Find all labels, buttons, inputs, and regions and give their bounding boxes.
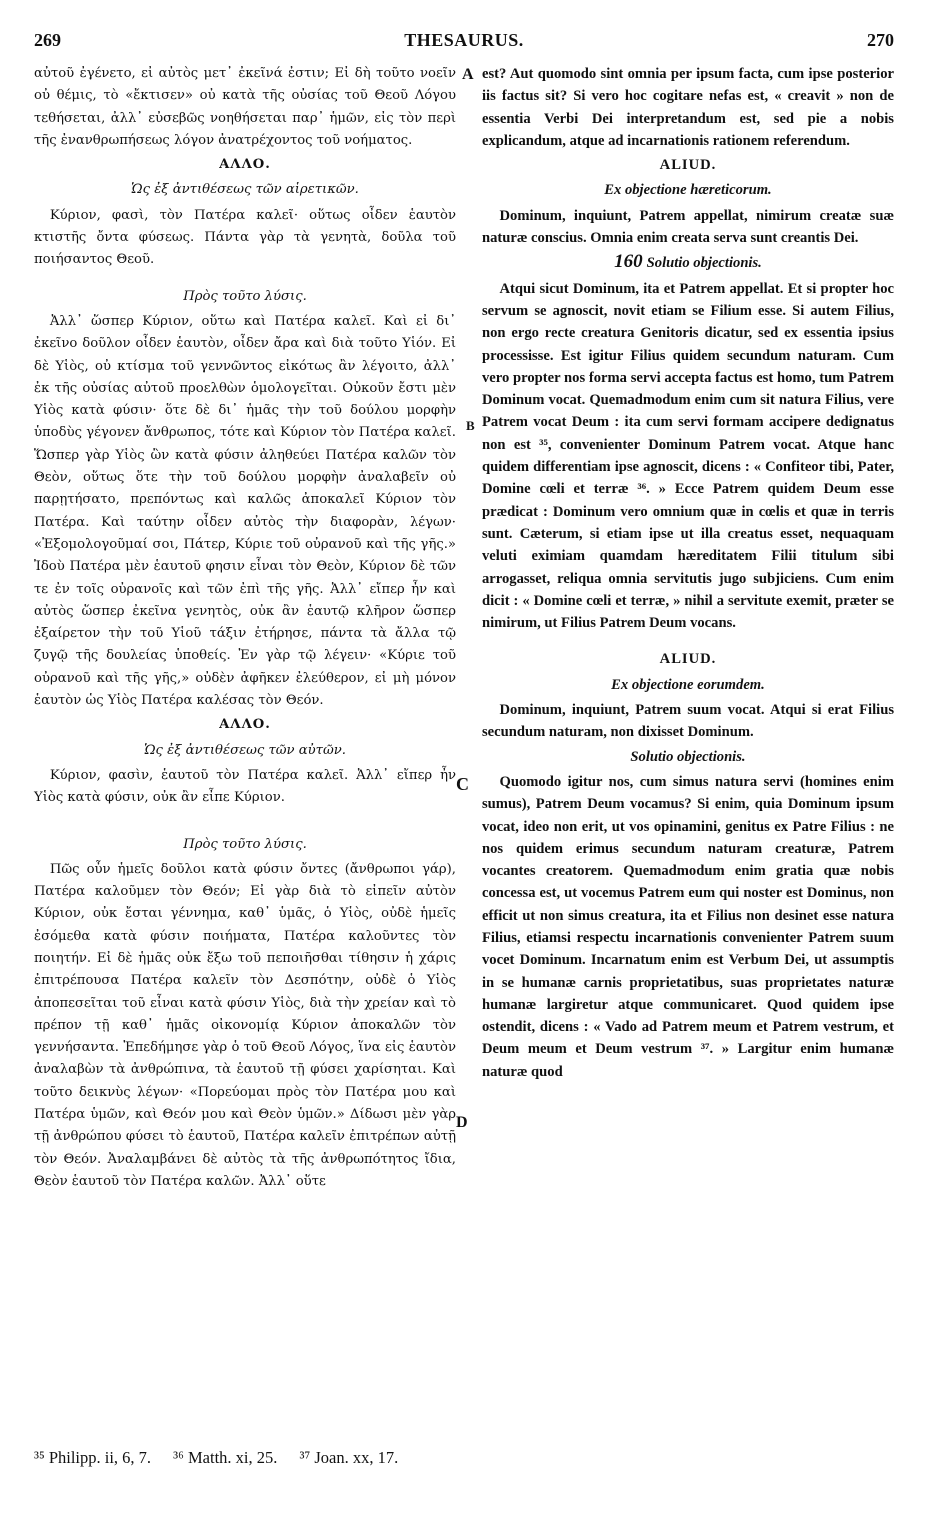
greek-paragraph: αὐτοῦ ἐγένετο, εἰ αὐτὸς μετ᾽ ἐκεῖνά ἐστιν; Εἰ δὴ τοῦτο νοεῖν οὐ θέμις, τὸ «ἔκτισεν» οὐ κατὰ τῆς οὐσίας τοῦ Θεοῦ Λόγου τεθήσεται, ἀλλ᾽ εὐσεβῶς νοηθήσεται παρ᾽ ἡμῶν, εἰς τὸν περὶ τῆς ἐνανθρωπήσεως λόγον ἀνατρέχοντος τοῦ νοήματος. [34, 66, 456, 148]
greek-column [34, 63, 456, 1193]
page-header [34, 30, 894, 56]
margin-marker-b: B [466, 418, 475, 433]
footnote-37: ³⁷ Joan. xx, 17. [299, 1448, 399, 1467]
section-subheading: Πρὸς τοῦτο λύσις. [183, 836, 307, 852]
greek-paragraph: Ἀλλ᾽ ὥσπερ Κύριον, οὕτω καὶ Πατέρα καλεῖ. Καὶ εἰ δι᾽ ἐκεῖνο δοῦλον οἶδεν ἑαυτὸν, οἶδεν ἄρα καὶ διὰ τοῦτο Υἱόν. Εἰ δὲ Υἱὸς, οὐ κτίσμα τοῦ γεννῶντος εἰκότως ἂν λέγοιτο, ἀλλ᾽ ἐκ τῆς οὐσίας αὐτοῦ προελθὼν ὁμολογεῖται. Οὐκοῦν ἔστι μὲν Υἱὸς κατὰ φύσιν· ὅτε δὲ δι᾽ ἡμᾶς τὴν τοῦ δούλου μορφὴν ὑποδὺς γέγονεν ἄνθρωπος, τότε καὶ Κύριον τὸν Πατέρα καλεῖ. Ὥσπερ γὰρ Υἱὸς ὢν κατὰ φύσιν ἀληθεύει Πατέρα καλῶν τὸν Θεὸν, οὕτως ὅτε τὴν τοῦ δούλου μορφὴν ἀναλαβεῖν οὐ παρῃτήσατο, πρεπόντως καὶ καλῶς ἀποκαλεῖ Κύριον τὸν Πατέρα. Καὶ ταύτην οἶδεν αὐτὸς τὴν διαφορὰν, λέγων· «Ἐξομολογοῦμαί σοι, Πάτερ, Κύριε τοῦ οὐρανοῦ καὶ τῆς γῆς.» Ἰδοὺ Πατέρα μὲν ἑαυτοῦ φησιν εἶναι τὸν Θεὸν, Κύριον δὲ τῶν τε ἐν τοῖς οὐρανοῖς καὶ τῶν ἐπὶ τῆς γῆς. Ἀλλ᾽ εἴπερ ἦν καὶ αὐτὸς ὥσπερ ἐκεῖνα γενητὸς, οὐκ ἂν ἑαυτῷ κλῆρον ὥσπερ ἐξαίρετον τὴν τοῦ Υἱοῦ τάξιν ἐτήρησε, πάντα τὰ ἄλλα τῷ ζυγῷ τῆς δουλείας ὑποθείς. Ἐν γὰρ τῷ λέγειν· «Κύριε τοῦ οὐρανοῦ καὶ τῆς γῆς,» οὐδὲν ἀφῆκεν ἐλεύθερον, εἰ μὴ μόνον ἑαυτὸν ὡς Υἱὸς Πατέρα καλέσας τὸν Θεόν. [34, 313, 456, 709]
footnotes [34, 1448, 734, 1468]
subheading-text: Solutio objectionis. [646, 255, 762, 272]
footnote-36: ³⁶ Matth. xi, 25. [173, 1448, 278, 1467]
latin-paragraph: Atqui sicut Dominum, ita et Patrem appellat. Et si propter hoc servum se agnoscit, novit etiam se Filium esse. Si autem Filius, non ergo recte creatura Genitoris dicatur, sed ex essentia ipsius processisse. Est igitur Filius quidem secundum naturam. Cum vero propter nos forma servi accepta factus est homo, tum Patrem Dominum vocat. Quemadmodum enim cum sit natura Filius, vere Patrem vocat Deum : ita cum servi formam accipere dedignatus non est ³⁵, convenienter Dominum Patrem vocat. Atque hanc quidem differentiam ipse agnoscit, dicens : « Confiteor tibi, Pater, Domine cœli et terræ ³⁶. » Ecce Patrem quidem Deum esse prædicat : Dominum vero omnium quæ in cœlis et quæ in terris sunt. Cæterum, si etiam ipse ut illa creatus esset, nequaquam veluti eximiam quamdam hæreditatem Filii titulum sibi arrogasset, reliqua omnia servitutis jugo subjiciens. Cum enim dicit : « Domine cœli et terræ, » nihil a servitute exemit, præter se nimirum, ut Filius Patrem Deum vocans. [482, 280, 894, 632]
greek-paragraph: Κύριον, φασὶν, ἑαυτοῦ τὸν Πατέρα καλεῖ. Ἀλλ᾽ εἴπερ ἦν Υἱὸς κατὰ φύσιν, οὐκ ἂν εἶπε Κύριον. [34, 767, 456, 806]
latin-paragraph: Dominum, inquiunt, Patrem suum vocat. Atqui si erat Filius secundum naturam, non dixisset Dominum. [482, 702, 894, 741]
footnote-35: ³⁵ Philipp. ii, 6, 7. [34, 1448, 152, 1467]
greek-paragraph: Πῶς οὖν ἡμεῖς δοῦλοι κατὰ φύσιν ὄντες (ἄνθρωποι γάρ), Πατέρα καλοῦμεν τὸν Θεόν; Εἰ γὰρ διὰ τὸ εἰπεῖν αὐτὸν Κύριον, οὐκ ἔσται γέννημα, καθ᾽ ὑμᾶς, ὁ Υἱὸς, οὐδὲ ἡμεῖς ἐσόμεθα κατὰ φύσιν ποιήματα, Πατέρα καλοῦντες τὸν ποιητήν. Εἰ δὲ ἡμᾶς οὐκ ἔξω τοῦ πεποιῆσθαι τίθησιν ἡ χάρις ἐπιτρέπουσα Πατέρα καλεῖν τὸν Δεσπότην, οὐδὲ ὁ Υἱὸς ἀποπεσεῖται τοῦ εἶναι κατὰ φύσιν Υἱὸς, διὰ τὴν χρείαν καὶ τὸ πρέπον τῇ καθ᾽ ἡμᾶς οἰκονομίᾳ Κύριον ἀποκαλῶν τὸν γεννήσαντα. Ἐπεδήμησε γὰρ ὁ τοῦ Θεοῦ Λόγος, ἵνα εἰς ἑαυτὸν ἀναλαβὼν τὰ ἀνθρώπινα, τὰ ἑαυτοῦ τῇ φύσει χαρίσηται. Καὶ τοῦτο δεικνὺς λέγων· «Πορεύομαι πρὸς τὸν Πατέρα μου καὶ Πατέρα ὑμῶν, καὶ Θεόν μου καὶ Θεὸν ὑμῶν.» Δίδωσι μὲν γὰρ τῇ ἀνθρώπου φύσει τὸ ἑαυτοῦ, Πατέρα καλεῖν ἐπιτρέπων αὐτῇ τὸν Θεόν. Ἀναλαμβάνει δὲ αὐτὸς τὰ τῆς ἀνθρωπότητος ἴδια, Θεὸν ἑαυτοῦ τὸν Πατέρα καλῶν. Ἀλλ᾽ οὕτε [34, 861, 456, 1189]
latin-paragraph: Dominum, inquiunt, Patrem appellat, nimirum creatæ suæ naturæ conscius. Omnia enim creata serva sunt creantis Dei. [482, 207, 894, 247]
section-subheading: Ὡς ἐξ ἀντιθέσεως τῶν αὐτῶν. [144, 742, 346, 758]
page-number-right: 270 [867, 30, 894, 50]
section-subheading: Ὡς ἐξ ἀντιθέσεως τῶν αἱρετικῶν. [131, 182, 359, 198]
page-number-left: 269 [34, 30, 61, 50]
section-heading: ALIUD. [659, 651, 717, 668]
section-subheading: Solutio objectionis. [630, 748, 746, 765]
section-subheading-numbered [482, 251, 894, 274]
margin-marker-a: A [462, 66, 474, 83]
section-heading: ALIUD. [659, 157, 717, 174]
margin-marker-d: D [456, 1114, 468, 1131]
running-title: THESAURUS. [404, 30, 524, 50]
latin-paragraph: Quomodo igitur nos, cum simus natura servi (homines enim sumus), Patrem Deum vocamus? Si enim, quia Dominum ipsum vocat, ideo non erit, ut vos opinamini, genitus ex Patre Filius : ne nos quidem erimus secundum naturam creaturæ, Patrem vocantes creatorem. Quemadmodum enim gratia quæ nobis concessa est, ut vocemus Patrem eum qui noster est Dominus, non efficit ut non simus creatura, ita et Filius non desinet esse natura Filius, etiamsi respectu incarnationis convenienter Patrem suum vocet Dominum. Incarnatum enim est Verbum Dei, ut assumptis in se humanæ carnis proprietatibus, suas proprietates naturæ humanæ largiretur atque communicaret. Quod quidem ipse ostendit, dicens : « Vado ad Patrem meum et Patrem vestrum, et Deum meum et Deum vestrum ³⁷. » Largitur enim humanæ naturæ quod [482, 773, 894, 1080]
section-subheading: Ex objectione hæreticorum. [604, 182, 772, 199]
section-subheading: Ex objectione eorumdem. [611, 676, 765, 693]
column-number: 160 [614, 251, 643, 273]
section-heading: ΑΛΛΟ. [219, 157, 271, 173]
margin-marker-c: C [456, 774, 469, 794]
latin-column [482, 63, 894, 1083]
latin-paragraph: est? Aut quomodo sint omnia per ipsum facta, cum ipse posterior iis factus sit? Si vero hoc cogitare nefas est, « creavit » non de essentia Verbi Dei interpretandum est, sed pie a nobis explicandum, atque ad incarnationis rationem referendum. [482, 66, 894, 149]
greek-paragraph: Κύριον, φασὶ, τὸν Πατέρα καλεῖ· οὕτως οἶδεν ἑαυτὸν κτιστῆς ὄντα φύσεως. Πάντα γὰρ τὰ γενητὰ, δοῦλα τοῦ ποιήσαντος Θεοῦ. [34, 207, 456, 268]
section-heading: ΑΛΛΟ. [219, 717, 271, 733]
section-subheading: Πρὸς τοῦτο λύσις. [183, 288, 307, 304]
